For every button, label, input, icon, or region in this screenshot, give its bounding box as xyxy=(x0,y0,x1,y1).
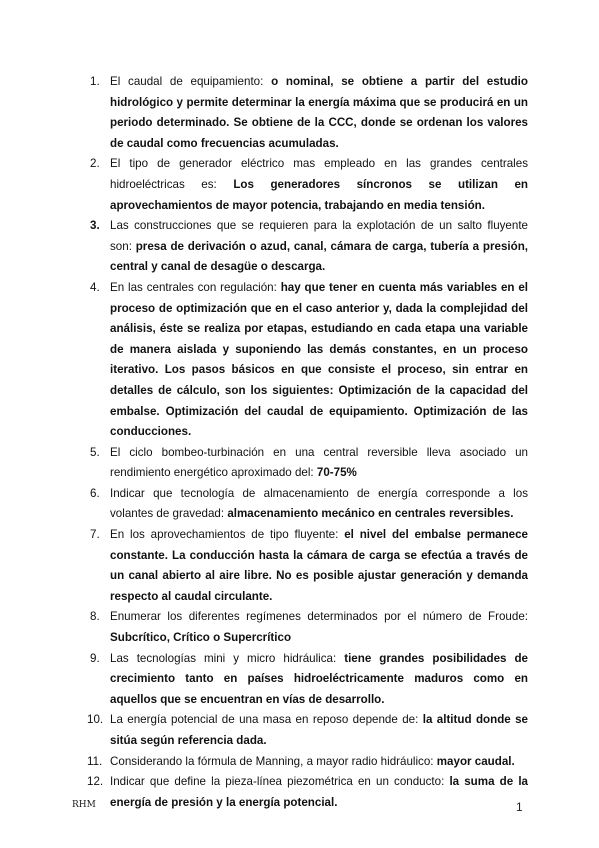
item-answer: o nominal, se obtiene a partir del estudio hidrológico y permite determinar la energía máxima que se producirá en un periodo determinado. Se obtiene de la CCC, donde se ordenan los valores de caudal como frecuencias acumuladas. xyxy=(110,75,528,150)
page-number: 1 xyxy=(516,800,523,814)
list-item xyxy=(90,154,528,216)
item-number: 11. xyxy=(87,754,103,768)
item-number: 9. xyxy=(90,651,100,665)
item-question: La energía potencial de una masa en reposo depende de: xyxy=(110,713,423,727)
list-item xyxy=(90,72,528,154)
item-question: Indicar que define la pieza-línea piezométrica en un conducto: xyxy=(110,775,450,789)
item-question: El tipo de generador eléctrico mas empleado en las grandes centrales hidroeléctricas es: xyxy=(110,157,528,191)
item-number: 7. xyxy=(90,528,100,542)
item-answer: Los generadores síncronos se utilizan en aprovechamientos de mayor potencia, trabajando en media tensión. xyxy=(110,177,529,212)
item-answer: hay que tener en cuenta más variables en el proceso de optimización que en el caso anterior y, dada la complejidad del análisis, éste se realiza por etapas, estudiando en cada etapa una variable de manera aislada y suponiendo las demás constantes, en un proceso iterativo. Los pasos básicos en que consiste el proceso, sin entrar en detalles de cálculo, son los siguientes: Optimización de la capacidad del embalse. Optimización del caudal de equipamiento. Optimización de las conducciones. xyxy=(110,280,528,439)
list-item xyxy=(90,216,528,278)
list-item xyxy=(90,525,528,607)
item-question: En las centrales con regulación: xyxy=(110,280,281,294)
list-item xyxy=(90,484,528,525)
item-answer: almacenamiento mecánico en centrales reversibles. xyxy=(227,507,514,521)
item-question: El caudal de equipamiento: xyxy=(110,75,272,88)
question-list xyxy=(87,72,529,813)
item-answer: la suma de la energía de presión y la energía potencial. xyxy=(110,775,528,809)
item-question: Considerando la fórmula de Manning, a mayor radio hidráulico: xyxy=(110,754,437,768)
item-question: En los aprovechamientos de tipo fluyente: xyxy=(110,528,345,542)
item-question: Las construcciones que se requieren para la explotación de un salto fluyente son: xyxy=(110,219,528,253)
item-number: 3. xyxy=(90,219,100,233)
item-number: 4. xyxy=(90,280,100,294)
list-item xyxy=(87,752,528,773)
item-number: 1. xyxy=(90,75,100,88)
item-answer: presa de derivación o azud, canal, cámara de carga, tubería a presión, central y canal de desagüe o descarga. xyxy=(110,239,529,274)
item-question: Indicar que tecnología de almacenamiento de energía corresponde a los volantes de gravedad: xyxy=(110,486,528,521)
list-item xyxy=(90,607,528,648)
item-number: 12. xyxy=(87,775,104,789)
item-question: Enumerar los diferentes regímenes determinados por el número de Froude: xyxy=(110,610,528,624)
item-answer: el nivel del embalse permanece constante. La conducción hasta la cámara de carga se efectúa a través de un canal abierto al aire libre. No es posible ajustar generación y demanda respecto al caudal circulante. xyxy=(110,528,529,603)
item-question: Las tecnologías mini y micro hidráulica: xyxy=(110,651,345,665)
item-answer: tiene grandes posibilidades de crecimiento tanto en países hidroeléctricamente maduros como en aquellos que se encuentran en vías de desarrollo. xyxy=(110,651,528,706)
item-number: 2. xyxy=(90,157,100,171)
item-answer: 70-75% xyxy=(316,466,357,480)
item-number: 6. xyxy=(90,486,100,500)
list-item xyxy=(90,443,528,484)
item-number: 5. xyxy=(90,445,100,459)
footer-initials: RHM xyxy=(72,800,96,810)
item-answer: la altitud donde se sitúa según referencia dada. xyxy=(110,713,529,747)
item-answer: Subcrítico, Crítico o Supercrítico xyxy=(110,631,292,645)
list-item xyxy=(90,649,528,711)
item-number: 10. xyxy=(87,713,104,727)
list-item xyxy=(87,710,529,751)
item-number: 8. xyxy=(90,610,100,624)
list-item xyxy=(87,772,528,813)
item-question: El ciclo bombeo-turbinación en una central reversible lleva asociado un rendimiento energético aproximado del: xyxy=(110,445,528,480)
item-answer: mayor caudal. xyxy=(436,754,515,768)
list-item xyxy=(90,278,528,443)
